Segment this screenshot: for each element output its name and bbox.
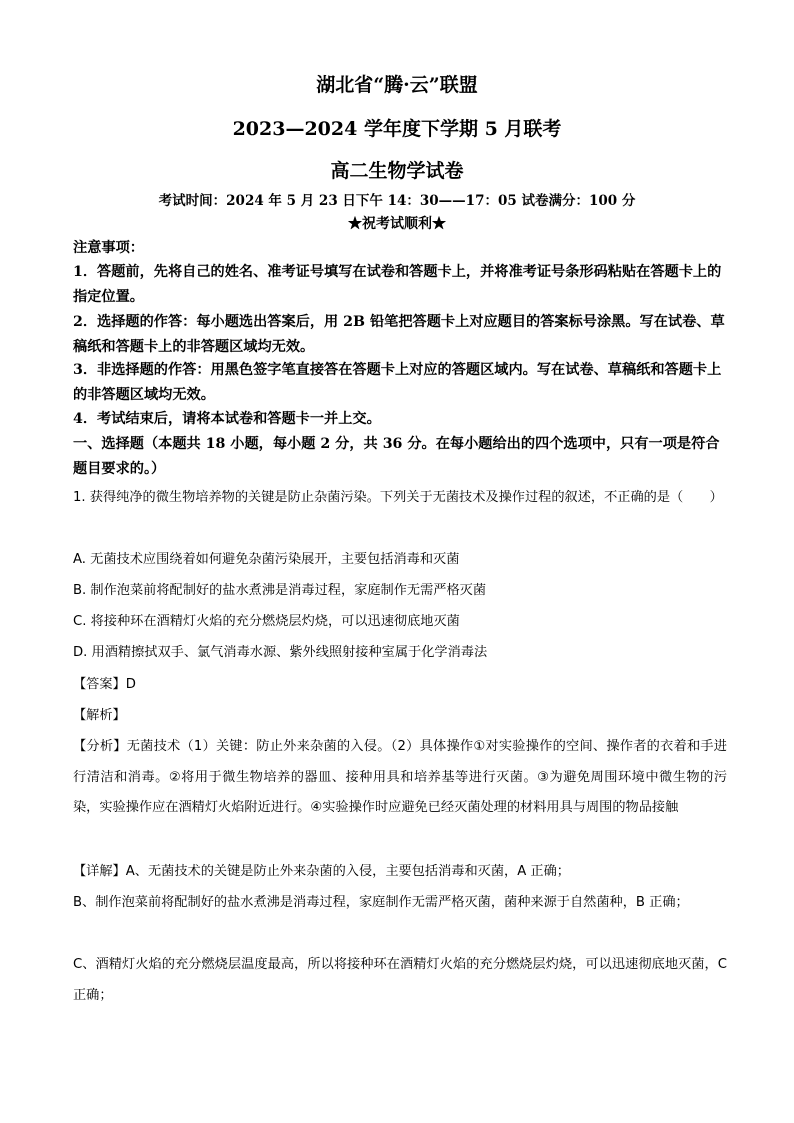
- notes-item-1: 1．答题前，先将自己的姓名、准考证号填写在试卷和答题卡上，并将准考证号条形码粘贴在答题卡上的指定位置。: [73, 264, 722, 305]
- section-heading: 一、选择题（本题共 18 小题，每小题 2 分，共 36 分。在每小题给出的四个选项中，只有一项是符合题目要求的。）: [73, 436, 720, 477]
- detail-b: B、制作泡菜前将配制好的盐水煮沸是消毒过程，家庭制作无需严格灭菌，菌种来源于自然菌种，B 正确；: [73, 895, 689, 910]
- question-1-stem: 1. 获得纯净的微生物培养物的关键是防止杂菌污染。下列关于无菌技术及操作过程的叙述，不正确的是（ ）: [73, 490, 723, 505]
- notes-heading: 注意事项：: [73, 240, 144, 256]
- detail-a: 【详解】A、无菌技术的关键是防止外来杂菌的入侵，主要包括消毒和灭菌，A 正确；: [73, 864, 570, 879]
- good-luck-wish: ★祝考试顺利★: [348, 216, 446, 232]
- subject-title: 高二生物学试卷: [330, 160, 464, 182]
- alliance-title: 湖北省“腾·云”联盟: [316, 74, 478, 96]
- detail-c: C、酒精灯火焰的充分燃烧层温度最高，所以将接种环在酒精灯火焰的充分燃烧层灼烧，可以迅速彻底地灭菌，C 正确；: [73, 957, 727, 1003]
- analysis-text: 【分析】无菌技术（1）关键：防止外来杂菌的入侵。（2）具体操作①对实验操作的空间、操作者的衣着和手进行清洁和消毒。②将用于微生物培养的器皿、接种用具和培养基等进行灭菌。③为避免周围环境中微生物的污染，实验操作应在酒精灯火焰附近进行。④实验操作时应避免已经灭菌处理的材料用具与周围的物品接触: [73, 739, 727, 815]
- notes-item-3: 3．非选择题的作答：用黑色签字笔直接答在答题卡上对应的答题区域内。写在试卷、草稿纸和答题卡上的非答题区域均无效。: [73, 362, 722, 403]
- exam-term-title: 2023—2024 学年度下学期 5 月联考: [232, 118, 562, 140]
- question-1-answer: 【答案】D: [73, 677, 136, 692]
- question-1-option-c: C. 将接种环在酒精灯火焰的充分燃烧层灼烧，可以迅速彻底地灭菌: [73, 614, 460, 629]
- notes-item-4: 4．考试结束后，请将本试卷和答题卡一并上交。: [73, 411, 381, 427]
- question-1-option-a: A. 无菌技术应围绕着如何避免杂菌污染展开，主要包括消毒和灭菌: [73, 552, 460, 567]
- question-1-option-b: B. 制作泡菜前将配制好的盐水煮沸是消毒过程，家庭制作无需严格灭菌: [73, 583, 487, 598]
- notes-item-2: 2．选择题的作答：每小题选出答案后，用 2B 铅笔把答题卡上对应题目的答案标号涂黑。写在试卷、草稿纸和答题卡上的非答题区域均无效。: [73, 314, 725, 355]
- analysis-heading: 【解析】: [73, 708, 126, 723]
- exam-info: 考试时间：2024 年 5 月 23 日下午 14：30——17：05 试卷满分：100 分: [158, 193, 636, 209]
- question-1-option-d: D. 用酒精擦拭双手、氯气消毒水源、紫外线照射接种室属于化学消毒法: [73, 645, 488, 660]
